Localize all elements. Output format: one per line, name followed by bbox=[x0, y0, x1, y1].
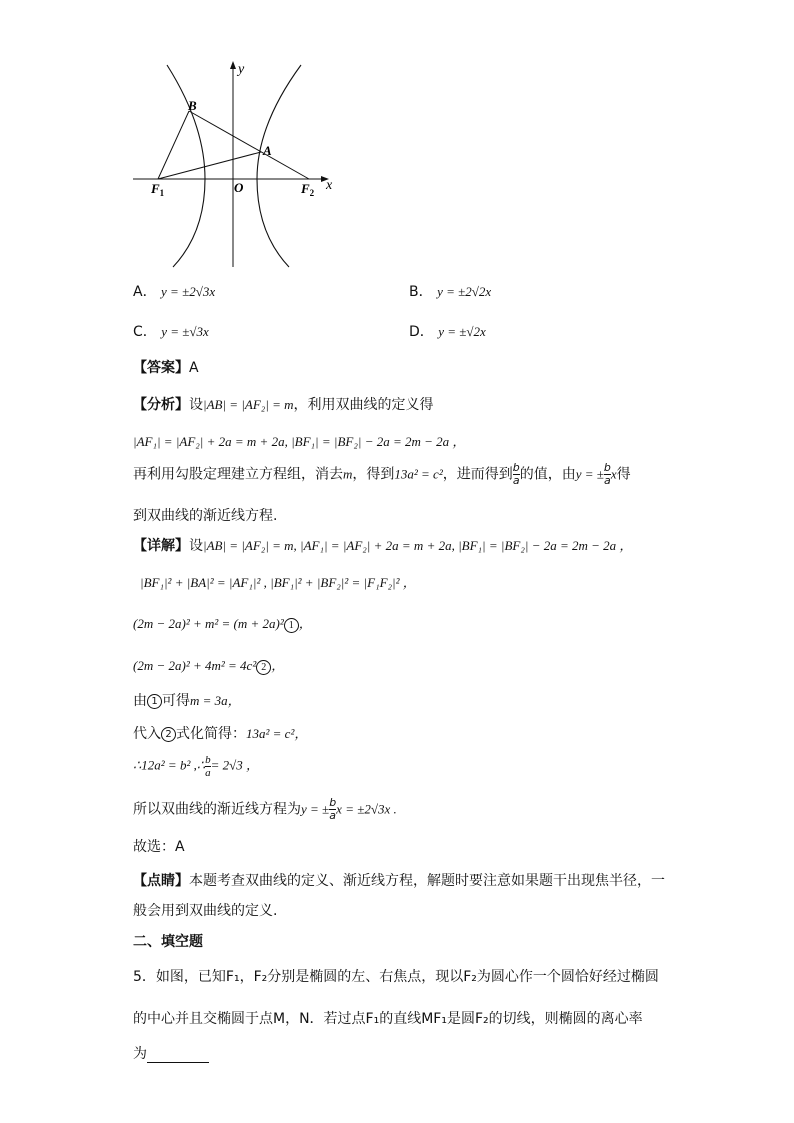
answer-line bbox=[133, 357, 199, 377]
analysis-line-4: 到双曲线的渐近线方程. bbox=[133, 508, 278, 524]
option-c-text: y = ±√3x bbox=[161, 324, 209, 339]
option-b-label: B． bbox=[409, 284, 433, 300]
label-y: y bbox=[238, 62, 245, 77]
label-F1: $F_1$ bbox=[151, 181, 165, 198]
answer-tag: 【答案】 bbox=[133, 360, 189, 376]
right-branch bbox=[257, 65, 301, 267]
option-a-label: A． bbox=[133, 284, 157, 300]
detail-line-4: (2m − 2a)² + 4m² = 4c² 2 ， bbox=[133, 658, 285, 673]
analysis-tag: 【分析】 bbox=[133, 397, 189, 413]
detail-line-1: 【详解】设|AB| = |AF₂| = m, |AF₁| = |AF₂| + 2a = m + 2a, |BF₁| = |BF₂| − 2a = 2m − 2a ， bbox=[133, 538, 633, 554]
comment-line-2: 般会用到双曲线的定义. bbox=[133, 903, 278, 919]
option-d bbox=[409, 321, 486, 341]
answer-value: A bbox=[189, 360, 199, 376]
detail-line-2: |BF₁|² + |BA|² = |AF₁|² , |BF₁|² + |BF₂|² = |F₁F₂|² ， bbox=[140, 575, 416, 590]
y-axis-arrow bbox=[230, 61, 236, 69]
detail-line-8: 所以双曲线的渐近线方程为y = ± $\frac{b}{a}$ x = ±2√3x . bbox=[133, 796, 397, 822]
label-F2: $F_2$ bbox=[301, 181, 315, 198]
segment-F1-B bbox=[158, 111, 189, 179]
circled-1: 1 bbox=[284, 618, 299, 633]
detail-line-3: (2m − 2a)² + m² = (m + 2a)² 1 ， bbox=[133, 616, 312, 631]
segment-B-F2 bbox=[189, 111, 309, 179]
section-title: 二、填空题 bbox=[133, 934, 203, 950]
conclusion-line: 故选：A bbox=[133, 839, 185, 855]
option-b-text: y = ±2√2x bbox=[437, 284, 492, 299]
option-a bbox=[133, 281, 215, 301]
analysis-line-3: 再利用勾股定理建立方程组，消去m，得到13a² = c²，进而得到 $\frac{b}{a}$ 的值，由y = ± $\frac{b}{a}$ x得 bbox=[133, 461, 631, 487]
detail-tag: 【详解】 bbox=[133, 538, 189, 554]
analysis-line-1: 【分析】设|AB| = |AF₂| = m，利用双曲线的定义得 bbox=[133, 397, 434, 413]
label-O: O bbox=[234, 180, 244, 195]
analysis-line-2: |AF₁| = |AF₂| + 2a = m + 2a, |BF₁| = |BF₂| − 2a = 2m − 2a ， bbox=[133, 434, 466, 449]
option-c-label: C． bbox=[133, 324, 157, 340]
option-a-text: y = ±2√3x bbox=[161, 284, 216, 299]
question5-line-2: 的中心并且交椭圆于点M，N．若过点F₁的直线MF₁是圆F₂的切线，则椭圆的离心率 bbox=[133, 1011, 643, 1027]
option-b bbox=[409, 281, 491, 301]
comment-line-1: 【点睛】本题考查双曲线的定义、渐近线方程，解题时要注意如果题干出现焦半径，一 bbox=[133, 873, 665, 889]
detail-line-5: 由 1 可得m = 3a， bbox=[133, 693, 241, 709]
label-x: x bbox=[326, 178, 333, 193]
option-c bbox=[133, 321, 209, 341]
fraction-b-over-a: $\frac{b}{a}$ bbox=[512, 461, 520, 487]
answer-blank[interactable] bbox=[147, 1048, 209, 1063]
comment-tag: 【点睛】 bbox=[133, 873, 189, 889]
detail-line-6: 代入 2 式化简得：13a² = c²， bbox=[133, 726, 308, 742]
label-B: B bbox=[188, 98, 197, 113]
label-A: A bbox=[263, 143, 272, 158]
option-d-text: y = ±√2x bbox=[438, 324, 486, 339]
option-d-label: D． bbox=[409, 324, 434, 340]
detail-line-7: ∴12a² = b² ,∴ $\frac{b}{a}$ = 2√3 ， bbox=[133, 754, 260, 779]
hyperbola-figure bbox=[125, 55, 355, 275]
question5-line-1: 5．如图，已知F₁，F₂分别是椭圆的左、右焦点，现以F₂为圆心作一个圆恰好经过椭圆 bbox=[133, 969, 659, 985]
question5-line-3: 为 bbox=[133, 1043, 209, 1063]
segment-F1-A bbox=[158, 152, 261, 179]
left-branch bbox=[167, 65, 205, 267]
circled-2: 2 bbox=[256, 660, 271, 675]
